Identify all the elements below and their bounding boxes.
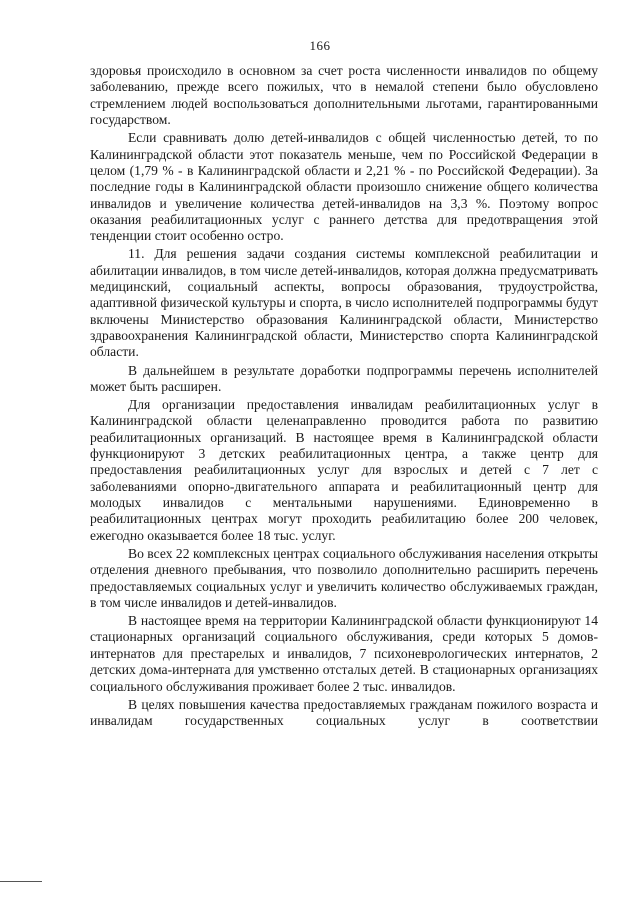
paragraph-7: В настоящее время на территории Калининградской области функционируют 14 стационарных организаций социального обслуживания, среди которых 5 домов-интернатов для престарелых и инвалидов, 7 психоневрологических интернатов, 2 детских дома-интерната для умственно отсталых детей. В стационарных организациях социального обслуживания проживает более 2 тыс. инвалидов.: [90, 613, 598, 694]
paragraph-1: здоровья происходило в основном за счет роста численности инвалидов по общему заболеванию, прежде всего пожилых, что в немалой степени было обусловлено стремлением людей воспользоваться дополнительными льготами, гарантированными государством.: [90, 63, 598, 128]
footnote-divider: [0, 881, 42, 882]
paragraph-2: Если сравнивать долю детей-инвалидов с общей численностью детей, то по Калининградской области этот показатель меньше, чем по Российской Федерации в целом (1,79 % - в Калининградской области и 2,21 % - по Российской Федерации). За последние годы в Калининградской области произошло снижение общего количества инвалидов и увеличение количества детей-инвалидов на 3,3 %. Поэтому вопрос оказания реабилитационных услуг с раннего детства для предотвращения этой тенденции стоит особенно остро.: [90, 130, 598, 244]
paragraph-6: Во всех 22 комплексных центрах социального обслуживания населения открыты отделения дневного пребывания, что позволило дополнительно расширить перечень предоставляемых социальных услуг и увеличить количество обслуживаемых граждан, в том числе инвалидов и детей-инвалидов.: [90, 545, 598, 610]
paragraph-8: В целях повышения качества предоставляемых гражданам пожилого возраста и инвалидам государственных социальных услуг в соответствии: [90, 696, 598, 728]
paragraph-5: Для организации предоставления инвалидам реабилитационных услуг в Калининградской области целенаправленно проводится работа по развитию реабилитационных организаций. В настоящее время в Калининградской области функционируют 3 детских реабилитационных центра, а также центр для предоставления реабилитационных услуг для взрослых и детей с 7 лет с заболеваниями опорно-двигательного аппарата и реабилитационный центр для молодых инвалидов с ментальными нарушениями. Единовременно в реабилитационных центрах могут проходить реабилитацию более 200 человек, ежегодно оказывается более 18 тыс. услуг.: [90, 397, 598, 543]
document-body: [90, 63, 598, 731]
paragraph-3: 11. Для решения задачи создания системы комплексной реабилитации и абилитации инвалидов, в том числе детей-инвалидов, которая должна предусматривать медицинский, социальный аспекты, вопросы образования, трудоустройства, адаптивной физической культуры и спорта, в число исполнителей подпрограммы будут включены Министерство образования Калининградской области, Министерство здравоохранения Калининградской области, Министерство спорта Калининградской области.: [90, 246, 598, 360]
paragraph-4: В дальнейшем в результате доработки подпрограммы перечень исполнителей может быть расширен.: [90, 362, 598, 394]
page-number: 166: [309, 38, 331, 53]
